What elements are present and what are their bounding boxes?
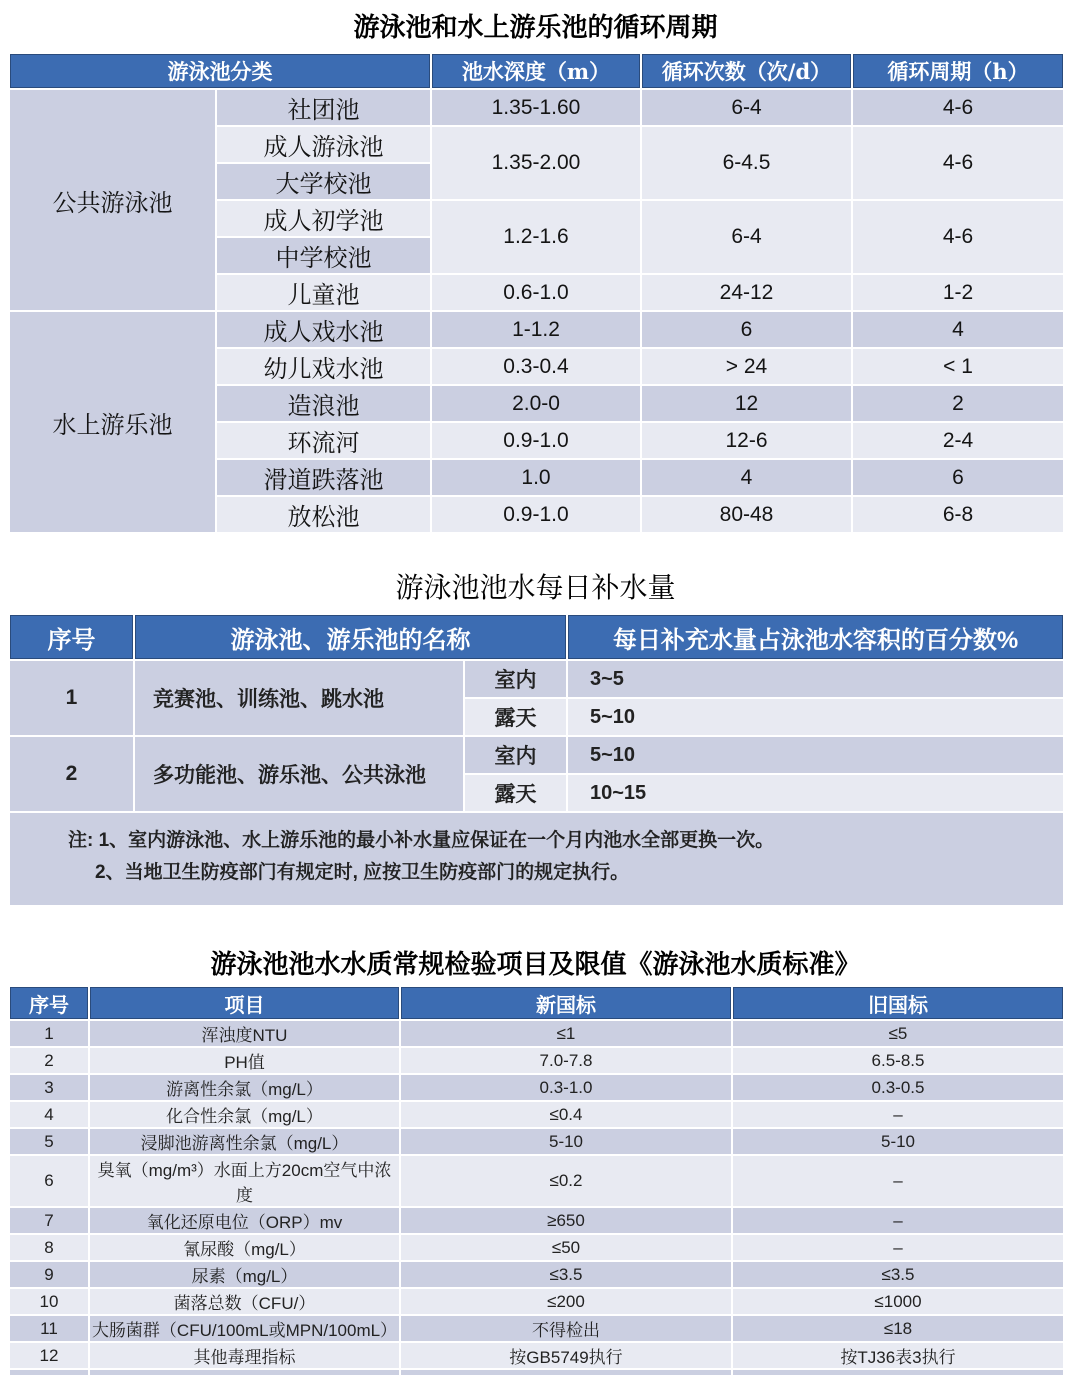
t3-item-cell: 菌落总数（CFU/）	[89, 1288, 400, 1315]
t1-header-times: 循环次数（次/d）	[641, 53, 852, 89]
t3-old-standard-cell: –	[732, 1101, 1064, 1128]
t1-pool-type-cell: 中学校池	[216, 237, 431, 274]
t3-old-standard-cell: ≤3.5	[732, 1261, 1064, 1288]
t2-value-cell: 5~10	[567, 698, 1064, 736]
table-row	[9, 1261, 1064, 1288]
table-row	[9, 1288, 1064, 1315]
t3-item-cell: 浸脚池游离性余氯（mg/L）	[89, 1128, 400, 1155]
t1-depth-cell: 1.35-2.00	[431, 126, 641, 200]
table-row	[9, 1207, 1064, 1234]
t3-old-standard-cell: ≤5	[732, 1020, 1064, 1047]
t3-old-standard-cell: 5-10	[732, 1128, 1064, 1155]
table-row	[9, 1101, 1064, 1128]
t1-period-cell: 6	[852, 459, 1064, 496]
table-row	[9, 1020, 1064, 1047]
t3-no-cell: 9	[9, 1261, 89, 1288]
t1-times-cell: 12	[641, 385, 852, 422]
t3-new-standard-cell: ≤200	[400, 1288, 732, 1315]
t1-times-cell: > 24	[641, 348, 852, 385]
t1-pool-type-cell: 环流河	[216, 422, 431, 459]
t3-old-standard-cell: ≤18	[732, 1315, 1064, 1342]
t3-no-cell: 8	[9, 1234, 89, 1261]
t2-value-cell: 10~15	[567, 774, 1064, 812]
daily-refill-table	[8, 613, 1065, 907]
t3-new-standard-cell: ≤0.4	[400, 1101, 732, 1128]
t1-period-cell: 4-6	[852, 89, 1064, 126]
t3-no-cell: 7	[9, 1207, 89, 1234]
t3-item-cell: 其他毒理指标	[89, 1342, 400, 1369]
t1-pool-type-cell: 造浪池	[216, 385, 431, 422]
t1-period-cell: 4-6	[852, 200, 1064, 274]
t3-no-cell: 2	[9, 1047, 89, 1074]
t3-no-cell: 11	[9, 1315, 89, 1342]
t1-period-cell: 4-6	[852, 126, 1064, 200]
t1-group-cell: 公共游泳池	[9, 89, 216, 311]
t2-location-cell: 室内	[464, 736, 567, 774]
t1-header-classification: 游泳池分类	[9, 53, 431, 89]
t3-header-no: 序号	[9, 986, 89, 1020]
t3-no-cell: 5	[9, 1128, 89, 1155]
t1-depth-cell: 1.0	[431, 459, 641, 496]
t3-new-standard-cell: 7.0-7.8	[400, 1047, 732, 1074]
t3-header-old-standard: 旧国标	[732, 986, 1064, 1020]
t2-header-row	[9, 614, 1064, 660]
table-row	[9, 1074, 1064, 1101]
t3-item-cell: 游离性余氯（mg/L）	[89, 1074, 400, 1101]
t3-no-cell: 4	[9, 1101, 89, 1128]
t3-old-standard-cell: ≤1000	[732, 1288, 1064, 1315]
t3-item-cell: 大肠菌群（CFU/100mL或MPN/100mL）	[89, 1315, 400, 1342]
table3-title: 游泳池池水水质常规检验项目及限值《游泳池水质标准》	[210, 949, 861, 979]
t2-header-percentage: 每日补充水量占泳池水容积的百分数%	[567, 614, 1064, 660]
table-bottom-strip	[9, 1369, 1064, 1376]
table-row	[9, 1234, 1064, 1261]
t1-depth-cell: 0.9-1.0	[431, 496, 641, 533]
table-row	[9, 311, 1064, 348]
t3-new-standard-cell: 0.3-1.0	[400, 1074, 732, 1101]
t1-header-period: 循环周期（h）	[852, 53, 1064, 89]
t1-times-cell: 6-4	[641, 89, 852, 126]
t2-header-no: 序号	[9, 614, 134, 660]
t1-depth-cell: 1-1.2	[431, 311, 641, 348]
t1-header-row	[9, 53, 1064, 89]
t1-depth-cell: 1.35-1.60	[431, 89, 641, 126]
t1-depth-cell: 0.3-0.4	[431, 348, 641, 385]
t1-times-cell: 12-6	[641, 422, 852, 459]
t1-times-cell: 6-4	[641, 200, 852, 274]
t1-depth-cell: 1.2-1.6	[431, 200, 641, 274]
t1-pool-type-cell: 滑道跌落池	[216, 459, 431, 496]
t3-old-standard-cell: –	[732, 1207, 1064, 1234]
t3-item-cell: 臭氧（mg/m³）水面上方20cm空气中浓度	[89, 1155, 400, 1207]
t2-no-cell: 2	[9, 736, 134, 812]
t3-new-standard-cell: ≤50	[400, 1234, 732, 1261]
t3-no-cell: 12	[9, 1342, 89, 1369]
t1-period-cell: < 1	[852, 348, 1064, 385]
t1-depth-cell: 0.9-1.0	[431, 422, 641, 459]
t3-old-standard-cell: –	[732, 1234, 1064, 1261]
t3-old-standard-cell: 按TJ36表3执行	[732, 1342, 1064, 1369]
t1-depth-cell: 2.0-0	[431, 385, 641, 422]
t1-period-cell: 6-8	[852, 496, 1064, 533]
t3-new-standard-cell: ≤1	[400, 1020, 732, 1047]
table-bottom-strip-cell	[400, 1369, 732, 1376]
t1-pool-type-cell: 儿童池	[216, 274, 431, 311]
t1-period-cell: 1-2	[852, 274, 1064, 311]
t1-depth-cell: 0.6-1.0	[431, 274, 641, 311]
t3-item-cell: 化合性余氯（mg/L）	[89, 1101, 400, 1128]
table-bottom-strip-cell	[732, 1369, 1064, 1376]
t3-old-standard-cell: –	[732, 1155, 1064, 1207]
t3-new-standard-cell: 不得检出	[400, 1315, 732, 1342]
t1-group-cell: 水上游乐池	[9, 311, 216, 533]
t1-pool-type-cell: 成人戏水池	[216, 311, 431, 348]
t3-new-standard-cell: ≤0.2	[400, 1155, 732, 1207]
table-row	[9, 812, 1064, 906]
t3-no-cell: 1	[9, 1020, 89, 1047]
t3-no-cell: 6	[9, 1155, 89, 1207]
t1-period-cell: 4	[852, 311, 1064, 348]
t2-location-cell: 室内	[464, 660, 567, 698]
t1-pool-type-cell: 放松池	[216, 496, 431, 533]
t1-times-cell: 24-12	[641, 274, 852, 311]
t3-new-standard-cell: 按GB5749执行	[400, 1342, 732, 1369]
t2-location-cell: 露天	[464, 698, 567, 736]
t1-pool-type-cell: 社团池	[216, 89, 431, 126]
t3-item-cell: 尿素（mg/L）	[89, 1261, 400, 1288]
t3-no-cell: 3	[9, 1074, 89, 1101]
t1-period-cell: 2	[852, 385, 1064, 422]
table-row	[9, 1315, 1064, 1342]
t3-item-cell: 浑浊度NTU	[89, 1020, 400, 1047]
t3-header-row	[9, 986, 1064, 1020]
circulation-period-table	[8, 52, 1065, 534]
t2-note-line2: 2、当地卫生防疫部门有规定时, 应按卫生防疫部门的规定执行。	[95, 862, 630, 883]
t2-value-cell: 3~5	[567, 660, 1064, 698]
table-row	[9, 736, 1064, 774]
t2-value-cell: 5~10	[567, 736, 1064, 774]
table-bottom-strip-cell	[9, 1369, 89, 1376]
table-bottom-strip-cell	[89, 1369, 400, 1376]
t2-location-cell: 露天	[464, 774, 567, 812]
t1-times-cell: 80-48	[641, 496, 852, 533]
table2-title: 游泳池池水每日补水量	[395, 572, 676, 603]
t2-header-name: 游泳池、游乐池的名称	[134, 614, 567, 660]
t1-times-cell: 6-4.5	[641, 126, 852, 200]
t3-header-new-standard: 新国标	[400, 986, 732, 1020]
t2-note-line1: 注: 1、室内游泳池、水上游乐池的最小补水量应保证在一个月内池水全部更换一次。	[68, 830, 775, 851]
t3-header-item: 项目	[89, 986, 400, 1020]
table-row	[9, 1047, 1064, 1074]
table-row	[9, 89, 1064, 126]
t2-name-cell: 竞赛池、训练池、跳水池	[134, 660, 464, 736]
t2-no-cell: 1	[9, 660, 134, 736]
table-row	[9, 1155, 1064, 1207]
t3-old-standard-cell: 6.5-8.5	[732, 1047, 1064, 1074]
t1-pool-type-cell: 大学校池	[216, 163, 431, 200]
t1-times-cell: 4	[641, 459, 852, 496]
table1-title: 游泳池和水上游乐池的循环周期	[353, 12, 718, 42]
t3-item-cell: 氧化还原电位（ORP）mv	[89, 1207, 400, 1234]
t3-new-standard-cell: 5-10	[400, 1128, 732, 1155]
table-row	[9, 1342, 1064, 1369]
t3-no-cell: 10	[9, 1288, 89, 1315]
t2-note	[9, 812, 1064, 906]
t1-period-cell: 2-4	[852, 422, 1064, 459]
t3-item-cell: PH值	[89, 1047, 400, 1074]
t1-pool-type-cell: 幼儿戏水池	[216, 348, 431, 385]
t1-header-depth: 池水深度（m）	[431, 53, 641, 89]
table-row	[9, 660, 1064, 698]
t1-pool-type-cell: 成人初学池	[216, 200, 431, 237]
t3-new-standard-cell: ≤3.5	[400, 1261, 732, 1288]
t1-times-cell: 6	[641, 311, 852, 348]
t2-name-cell: 多功能池、游乐池、公共泳池	[134, 736, 464, 812]
water-quality-table	[8, 985, 1065, 1377]
t1-pool-type-cell: 成人游泳池	[216, 126, 431, 163]
t3-old-standard-cell: 0.3-0.5	[732, 1074, 1064, 1101]
table-row	[9, 1128, 1064, 1155]
t3-new-standard-cell: ≥650	[400, 1207, 732, 1234]
t3-item-cell: 氰尿酸（mg/L）	[89, 1234, 400, 1261]
